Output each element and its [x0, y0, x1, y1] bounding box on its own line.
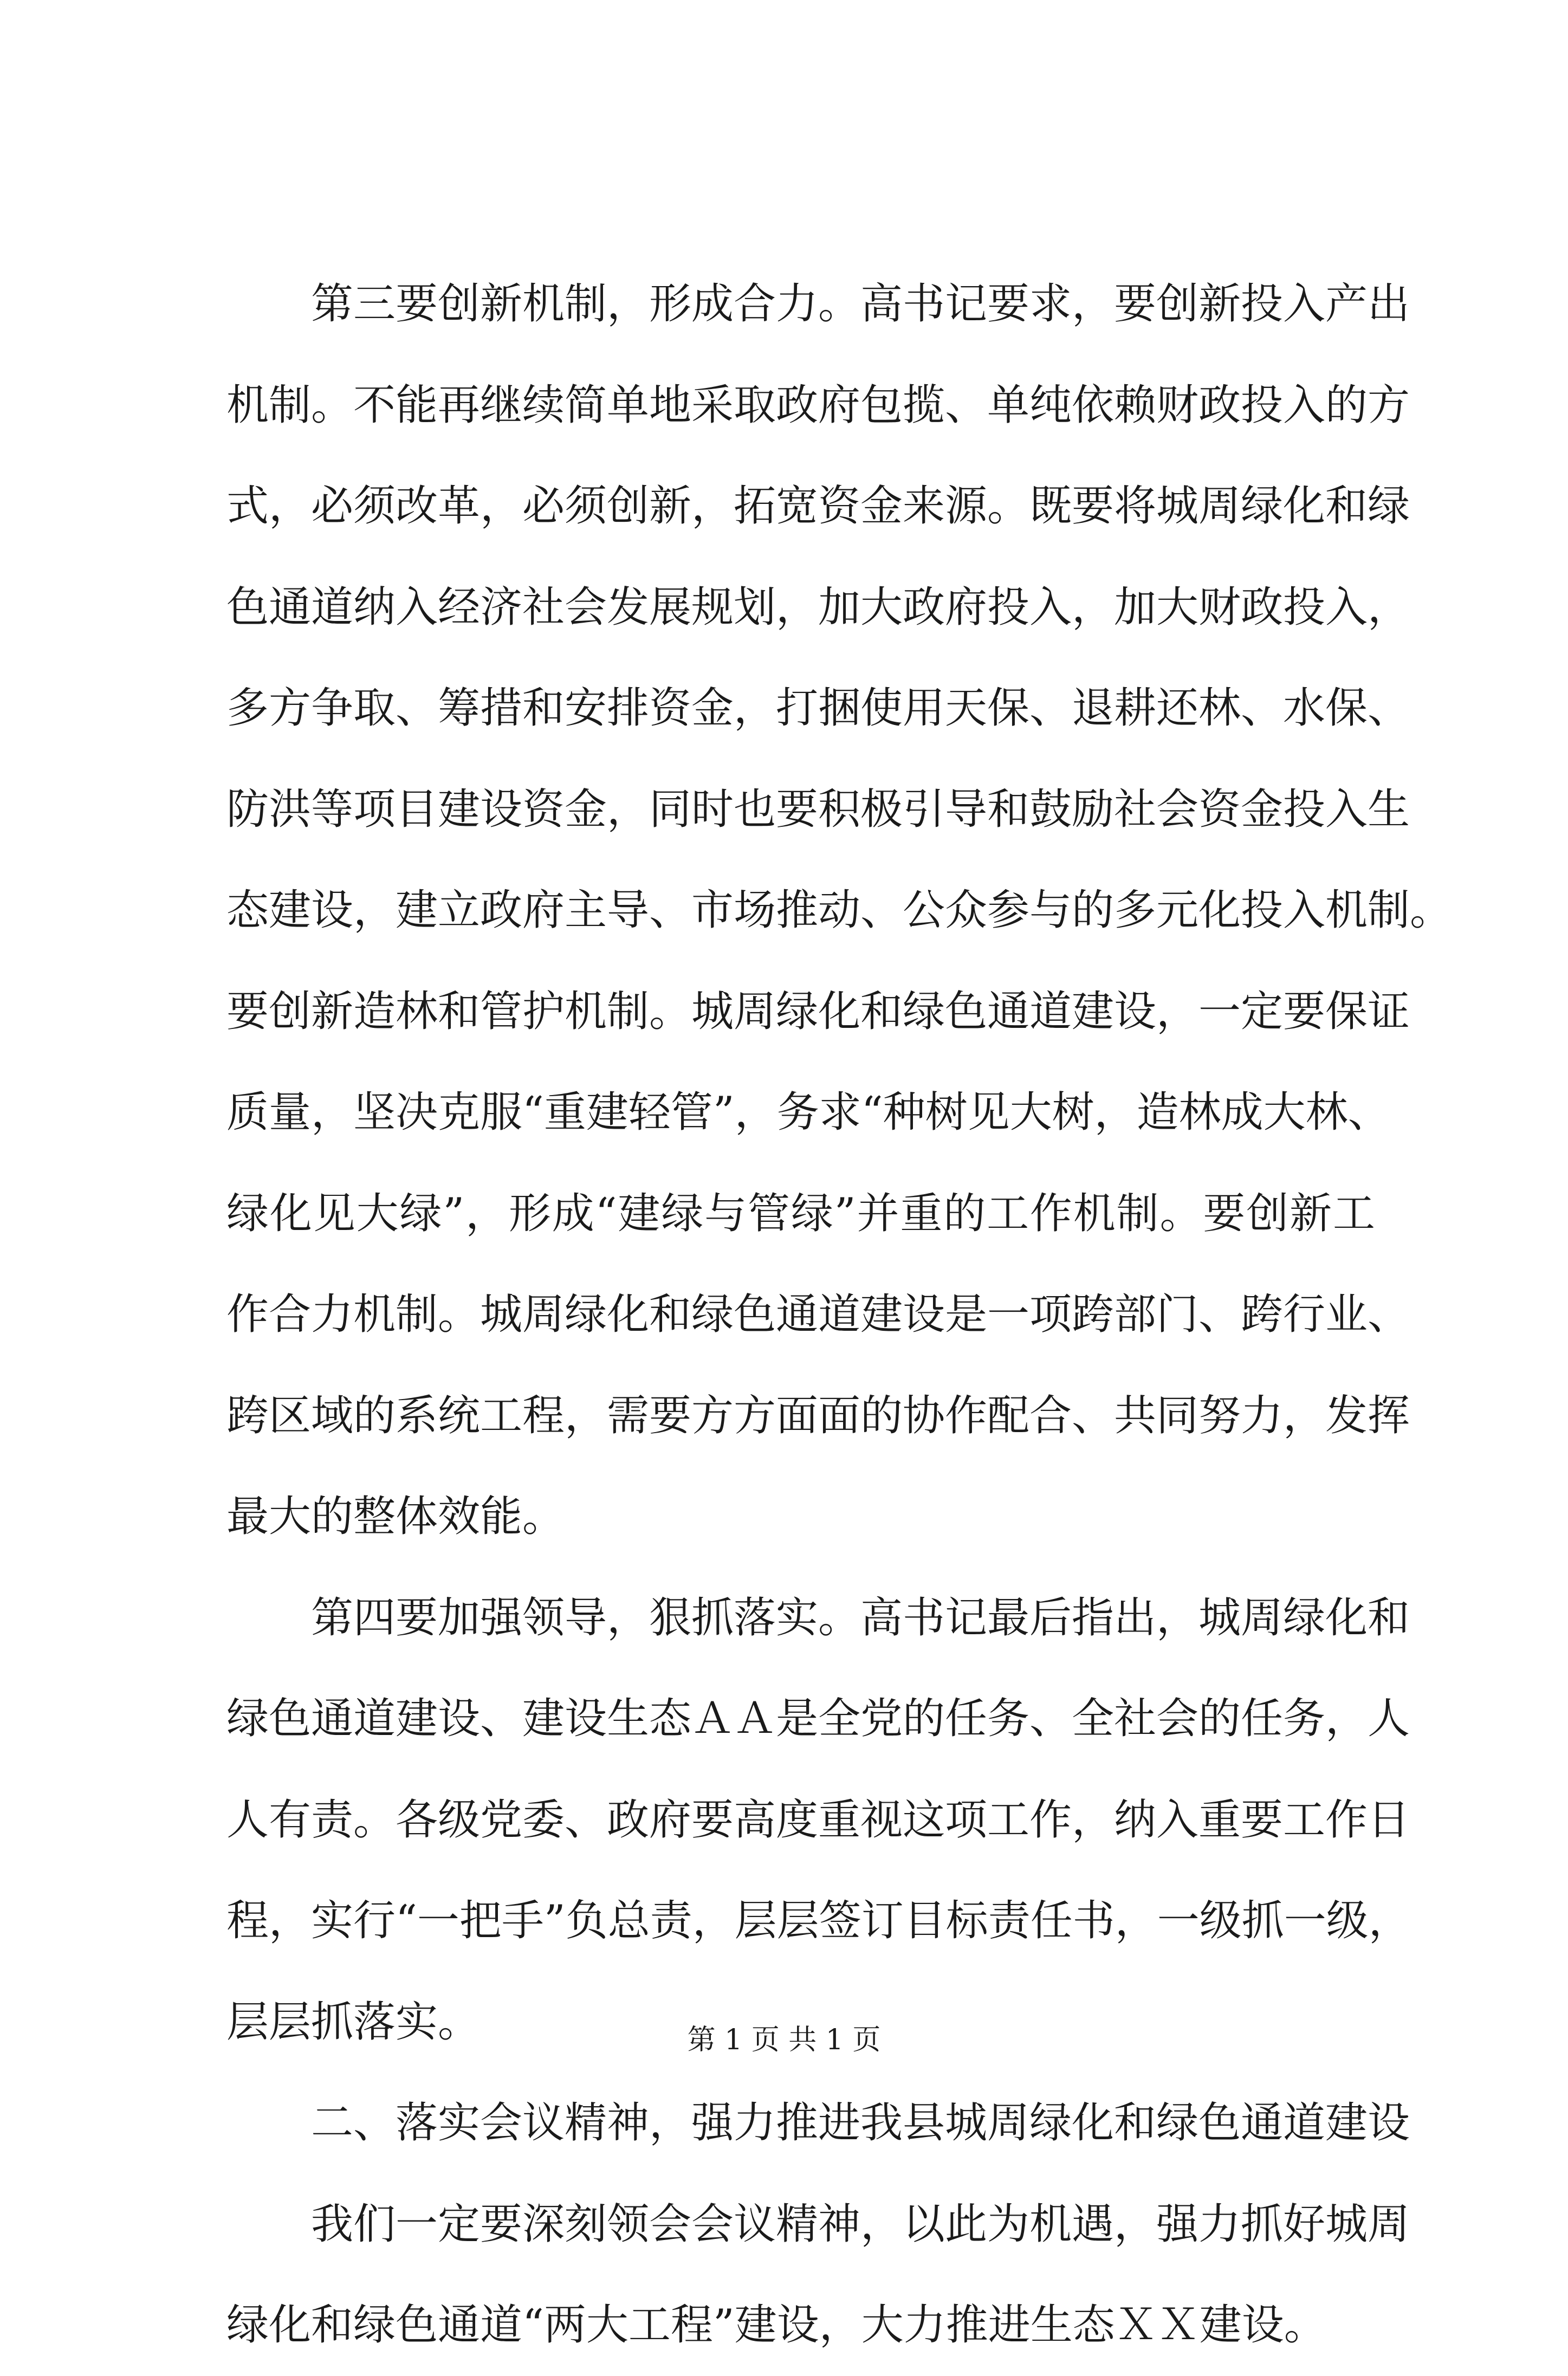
text-line: 绿色通道建设、建设生态ＡＡ是全党的任务、全社会的任务，人 — [226, 1694, 1410, 1743]
paragraph-leadership — [226, 1568, 1411, 2073]
text-line: 第三要创新机制，形成合力。高书记要求，要创新投入产出 — [311, 280, 1410, 328]
text-line: 多方争取、筹措和安排资金，打捆使用天保、退耕还林、水保、 — [226, 684, 1410, 733]
paragraph-innovation-mechanism — [226, 254, 1453, 1568]
text-line: 式，必须改革，必须创新，拓宽资金来源。既要将城周绿化和绿 — [226, 482, 1410, 530]
text-line: 作合力机制。城周绿化和绿色通道建设是一项跨部门、跨行业、 — [226, 1290, 1410, 1339]
text-line: 我们一定要深刻领会会议精神，以此为机遇，强力抓好城周 — [311, 2199, 1410, 2249]
text-line: 质量，坚决克服“重建轻管”，务求“种树见大树，造林成大林、 — [226, 1088, 1390, 1137]
text-line: 态建设，建立政府主导、市场推动、公众参与的多元化投入机制。 — [226, 886, 1453, 935]
page-number-footer: 第 1 页 共 1 页 — [687, 2024, 881, 2056]
text-line: 人有责。各级党委、政府要高度重视这项工作，纳入重要工作日 — [226, 1795, 1410, 1844]
text-line: 最大的整体效能。 — [226, 1492, 565, 1541]
section-heading: 二、落实会议精神，强力推进我县城周绿化和绿色通道建设 — [311, 2099, 1410, 2147]
text-line: 绿化见大绿”，形成“建绿与管绿”并重的工作机制。要创新工 — [226, 1189, 1375, 1238]
text-line: 程，实行“一把手”负总责，层层签订目标责任书，一级抓一级， — [226, 1896, 1411, 1945]
text-line: 跨区域的系统工程，需要方方面面的协作配合、共同努力，发挥 — [226, 1391, 1410, 1440]
text-line: 要创新造林和管护机制。城周绿化和绿色通道建设，一定要保证 — [226, 987, 1410, 1036]
text-line: 第四要加强领导，狠抓落实。高书记最后指出，城周绿化和 — [311, 1593, 1410, 1642]
text-line: 绿化和绿色通道“两大工程”建设，大力推进生态ＸＸ建设。 — [226, 2301, 1326, 2349]
paragraph-commitment — [226, 2174, 1410, 2376]
text-line: 防洪等项目建设资金，同时也要积极引导和鼓励社会资金投入生 — [226, 785, 1410, 834]
text-line: 机制。不能再继续简单地采取政府包揽、单纯依赖财政投入的方 — [226, 380, 1410, 430]
text-line: 层层抓落实。 — [226, 1997, 481, 2047]
text-line: 色通道纳入经济社会发展规划，加大政府投入，加大财政投入， — [226, 582, 1410, 632]
section-heading-implement-spirit — [226, 2073, 1410, 2174]
document-body — [226, 254, 1453, 2376]
